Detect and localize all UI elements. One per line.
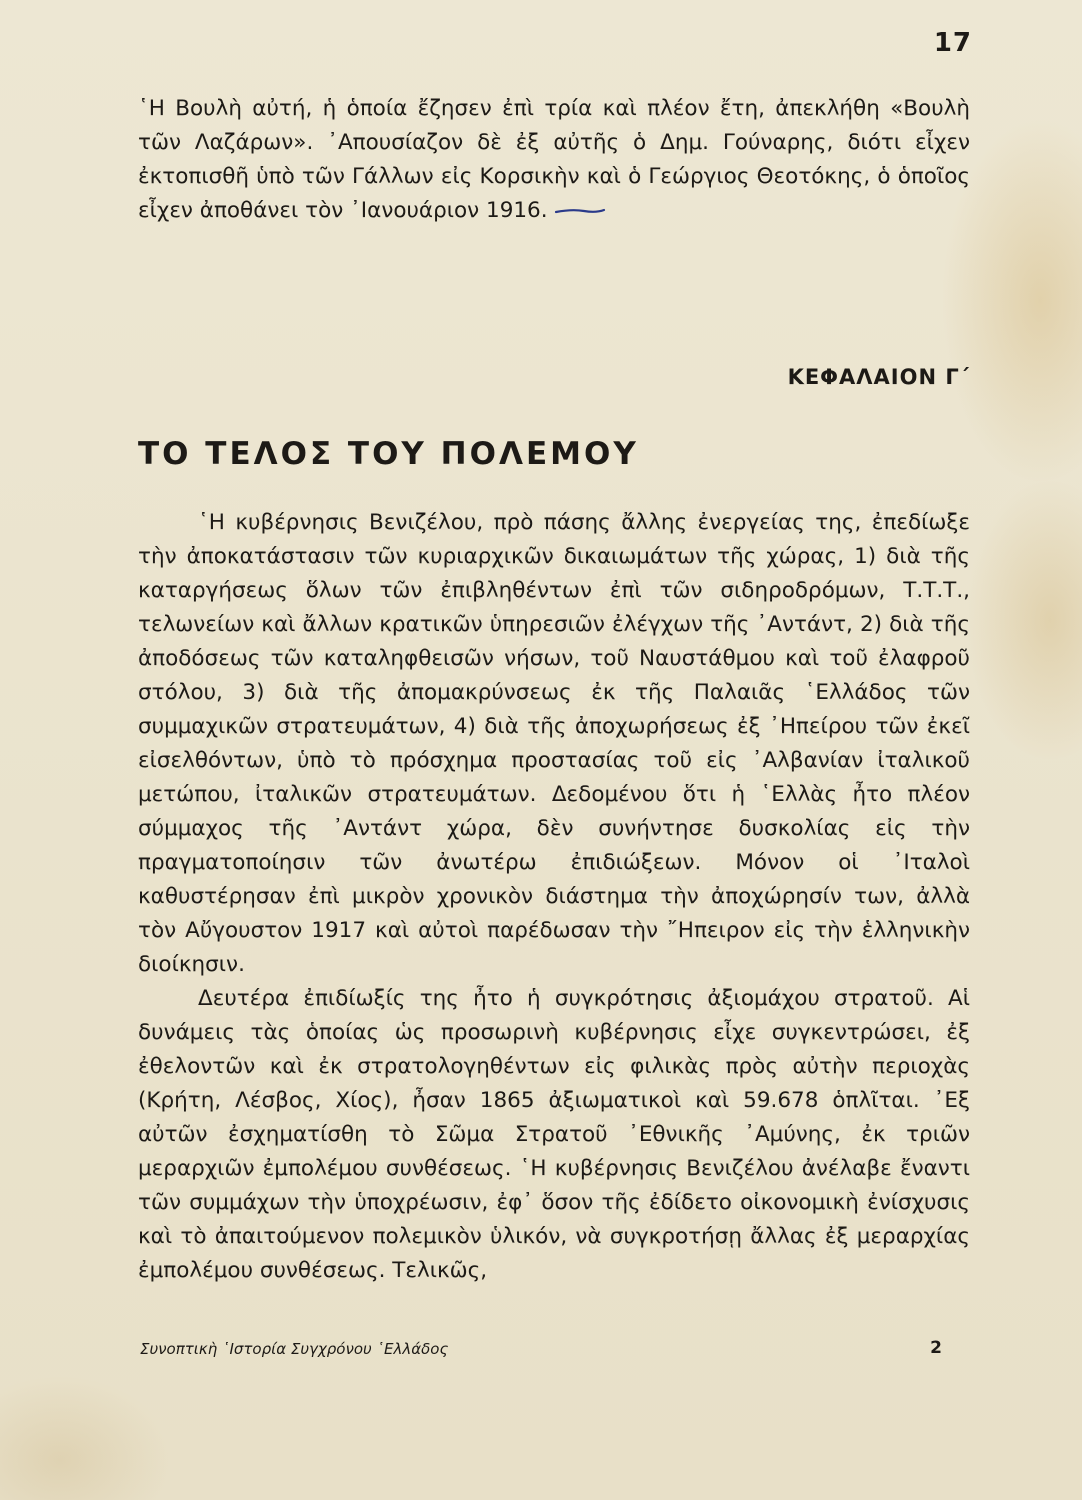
- body-paragraph-2: Δευτέρα ἐπιδίωξίς της ἦτο ἡ συγκρότησις ἀξιομάχου στρατοῦ. Αἱ δυνάμεις τὰς ὁποίας ὡς προσωρινὴ κυβέρνησις εἶχε συγκεντρώσει, ἐξ ἐθελοντῶν καὶ ἐκ στρατολογηθέντων εἰς φιλικὰς πρὸς αὐτὴν περιοχὰς (Κρήτη, Λέσβος, Χίος), ἦσαν 1865 ἀξιωματικοὶ καὶ 59.678 ὁπλῖται. ᾿Εξ αὐτῶν ἐσχηματίσθη τὸ Σῶμα Στρατοῦ ᾿Εθνικῆς ᾿Αμύνης, ἐκ τριῶν μεραρχιῶν ἐμπολέμου συνθέσεως. ῾Η κυβέρνησις Βενιζέλου ἀνέλαβε ἔναντι τῶν συμμάχων τὴν ὑποχρέωσιν, ἐφ᾿ ὅσον τῆς ἐδίδετο οἰκονομικὴ ἐνίσχυσις καὶ τὸ ἀπαιτούμενον πολεμικὸν ὑλικόν, νὰ συγκροτήσῃ ἄλλας ἐξ μεραρχίας ἐμπολέμου συνθέσεως. Τελικῶς,: [138, 986, 970, 1283]
- pen-mark-icon: [554, 207, 606, 215]
- intro-paragraph: [138, 92, 970, 228]
- intro-paragraph-text: ῾Η Βουλὴ αὐτή, ἡ ὁποία ἔζησεν ἐπὶ τρία καὶ πλέον ἔτη, ἀπεκλήθη «Βουλὴ τῶν Λαζάρων». ᾿Απουσίαζον δὲ ἐξ αὐτῆς ὁ Δημ. Γούναρης, διότι εἶχεν ἐκτοπισθῆ ὑπὸ τῶν Γάλλων εἰς Κορσικὴν καὶ ὁ Γεώργιος Θεοτόκης, ὁ ὁποῖος εἶχεν ἀποθάνει τὸν ᾿Ιανουάριον 1916.: [138, 96, 970, 223]
- page-number: 17: [933, 28, 972, 58]
- chapter-title: ΤΟ ΤΕΛΟΣ ΤΟΥ ΠΟΛΕΜΟΥ: [138, 436, 639, 472]
- footer-signature-number: 2: [930, 1338, 942, 1358]
- chapter-label: ΚΕΦΑΛΑΙΟΝ Γ΄: [787, 365, 970, 389]
- main-text-block: [138, 506, 970, 1288]
- body-paragraph-1: ῾Η κυβέρνησις Βενιζέλου, πρὸ πάσης ἄλλης ἐνεργείας της, ἐπεδίωξε τὴν ἀποκατάστασιν τῶν κυριαρχικῶν δικαιωμάτων τῆς χώρας, 1) διὰ τῆς καταργήσεως ὅλων τῶν ἐπιβληθέντων ἐπὶ τῶν σιδηροδρόμων, Τ.Τ.Τ., τελωνείων καὶ ἄλλων κρατικῶν ὑπηρεσιῶν ἐλέγχων τῆς ᾿Αντάντ, 2) διὰ τῆς ἀποδόσεως τῶν καταληφθεισῶν νήσων, τοῦ Ναυστάθμου καὶ τοῦ ἐλαφροῦ στόλου, 3) διὰ τῆς ἀπομακρύνσεως ἐκ τῆς Παλαιᾶς ῾Ελλάδος τῶν συμμαχικῶν στρατευμάτων, 4) διὰ τῆς ἀποχωρήσεως ἐξ ᾿Ηπείρου τῶν ἐκεῖ εἰσελθόντων, ὑπὸ τὸ πρόσχημα προστασίας τοῦ εἰς ᾿Αλβανίαν ἰταλικοῦ μετώπου, ἰταλικῶν στρατευμάτων. Δεδομένου ὅτι ἡ ῾Ελλὰς ἦτο πλέον σύμμαχος τῆς ᾿Αντάντ χώρα, δὲν συνήντησε δυσκολίας εἰς τὴν πραγματοποίησιν τῶν ἀνωτέρω ἐπιδιώξεων. Μόνον οἱ ᾿Ιταλοὶ καθυστέρησαν ἐπὶ μικρὸν χρονικὸν διάστημα τὴν ἀποχώρησίν των, ἀλλὰ τὸν Αὔγουστον 1917 καὶ αὐτοὶ παρέδωσαν τὴν ῎Ηπειρον εἰς τὴν ἑλληνικὴν διοίκησιν.: [138, 510, 970, 977]
- intro-text-block: [138, 92, 970, 228]
- footer-book-title: Συνοπτικὴ ῾Ιστορία Συγχρόνου ῾Ελλάδος: [140, 1340, 449, 1358]
